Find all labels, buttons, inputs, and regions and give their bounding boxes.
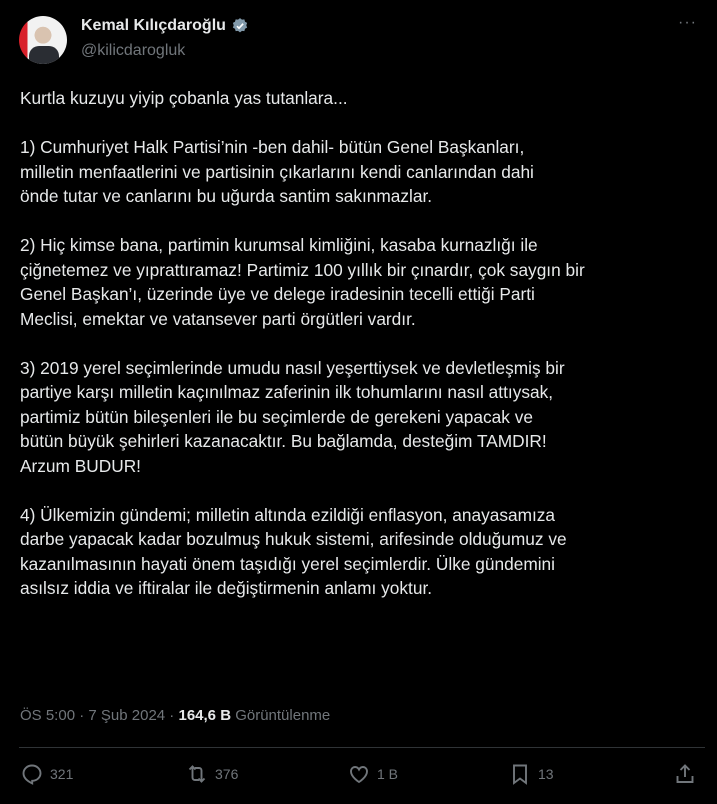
- more-options-icon[interactable]: ···: [678, 14, 697, 31]
- paragraph: 3) 2019 yerel seçimlerinde umudu nasıl yeşerttiysek ve devletleşmiş bir partiye karşı milletin kaçınılmaz zaferinin ilk tohumlarını nasıl attıysak, partimiz bütün bileşenleri ile bu seçimlerde de gerekeni yapacak ve bütün büyük şehirleri kazanacaktır. Bu bağlamda, desteğim TAMDIR! Arzum BUDUR!: [20, 357, 565, 476]
- date[interactable]: 7 Şub 2024: [88, 707, 166, 724]
- tweet-text: [20, 86, 705, 625]
- like-button[interactable]: 1 B: [347, 762, 398, 786]
- bookmark-icon: [508, 762, 532, 786]
- bookmark-button[interactable]: 13: [508, 762, 554, 786]
- paragraph: 4) Ülkemizin gündemi; milletin altında ezildiği enflasyon, anayasamıza darbe yapacak kadar bozulmuş hukuk sistemi, arifesinde olduğumuz ve kazanılmasının hayati önem taşıdığı yerel seçimlerdir. Ülke gündemini asılsız iddia ve iftiralar ile değiştirmenin anlamı yoktur.: [20, 504, 567, 598]
- paragraph: Kurtla kuzuyu yiyip çobanla yas tutanlara...: [20, 88, 348, 108]
- heart-icon: [347, 762, 371, 786]
- reply-icon: [20, 762, 44, 786]
- share-icon: [673, 762, 697, 786]
- repost-button[interactable]: 376: [185, 762, 238, 786]
- paragraph: 1) Cumhuriyet Halk Partisi’nin -ben dahil- bütün Genel Başkanları, milletin menfaatlerini ve partisinin çıkarlarını kendi canlarından dahi önde tutar ve canlarını bu uğurda santim sakınmazlar.: [20, 137, 534, 206]
- reply-button[interactable]: 321: [20, 762, 73, 786]
- repost-icon: [185, 762, 209, 786]
- share-button[interactable]: [673, 762, 697, 786]
- action-bar: [20, 762, 697, 792]
- divider: [19, 747, 705, 748]
- user-handle[interactable]: @kilicdarogluk: [81, 42, 186, 59]
- tweet-meta: ÖS 5:00 · 7 Şub 2024 · 164,6 B Görüntülenme: [20, 707, 331, 724]
- view-count: 164,6 B: [178, 707, 232, 724]
- user-name[interactable]: Kemal Kılıçdaroğlu: [81, 17, 249, 35]
- paragraph: 2) Hiç kimse bana, partimin kurumsal kimliğini, kasaba kurnazlığı ile çiğnetemez ve yıprattıramaz! Partimiz 100 yıllık bir çınardır, çok saygın bir Genel Başkan’ı, üzerinde üye ve delege iradesinin tecelli ettiği Parti Meclisi, emektar ve vatansever parti örgütleri vardır.: [20, 235, 585, 329]
- avatar[interactable]: [19, 16, 67, 64]
- timestamp[interactable]: ÖS 5:00: [20, 707, 76, 724]
- verified-badge-icon: [231, 17, 249, 35]
